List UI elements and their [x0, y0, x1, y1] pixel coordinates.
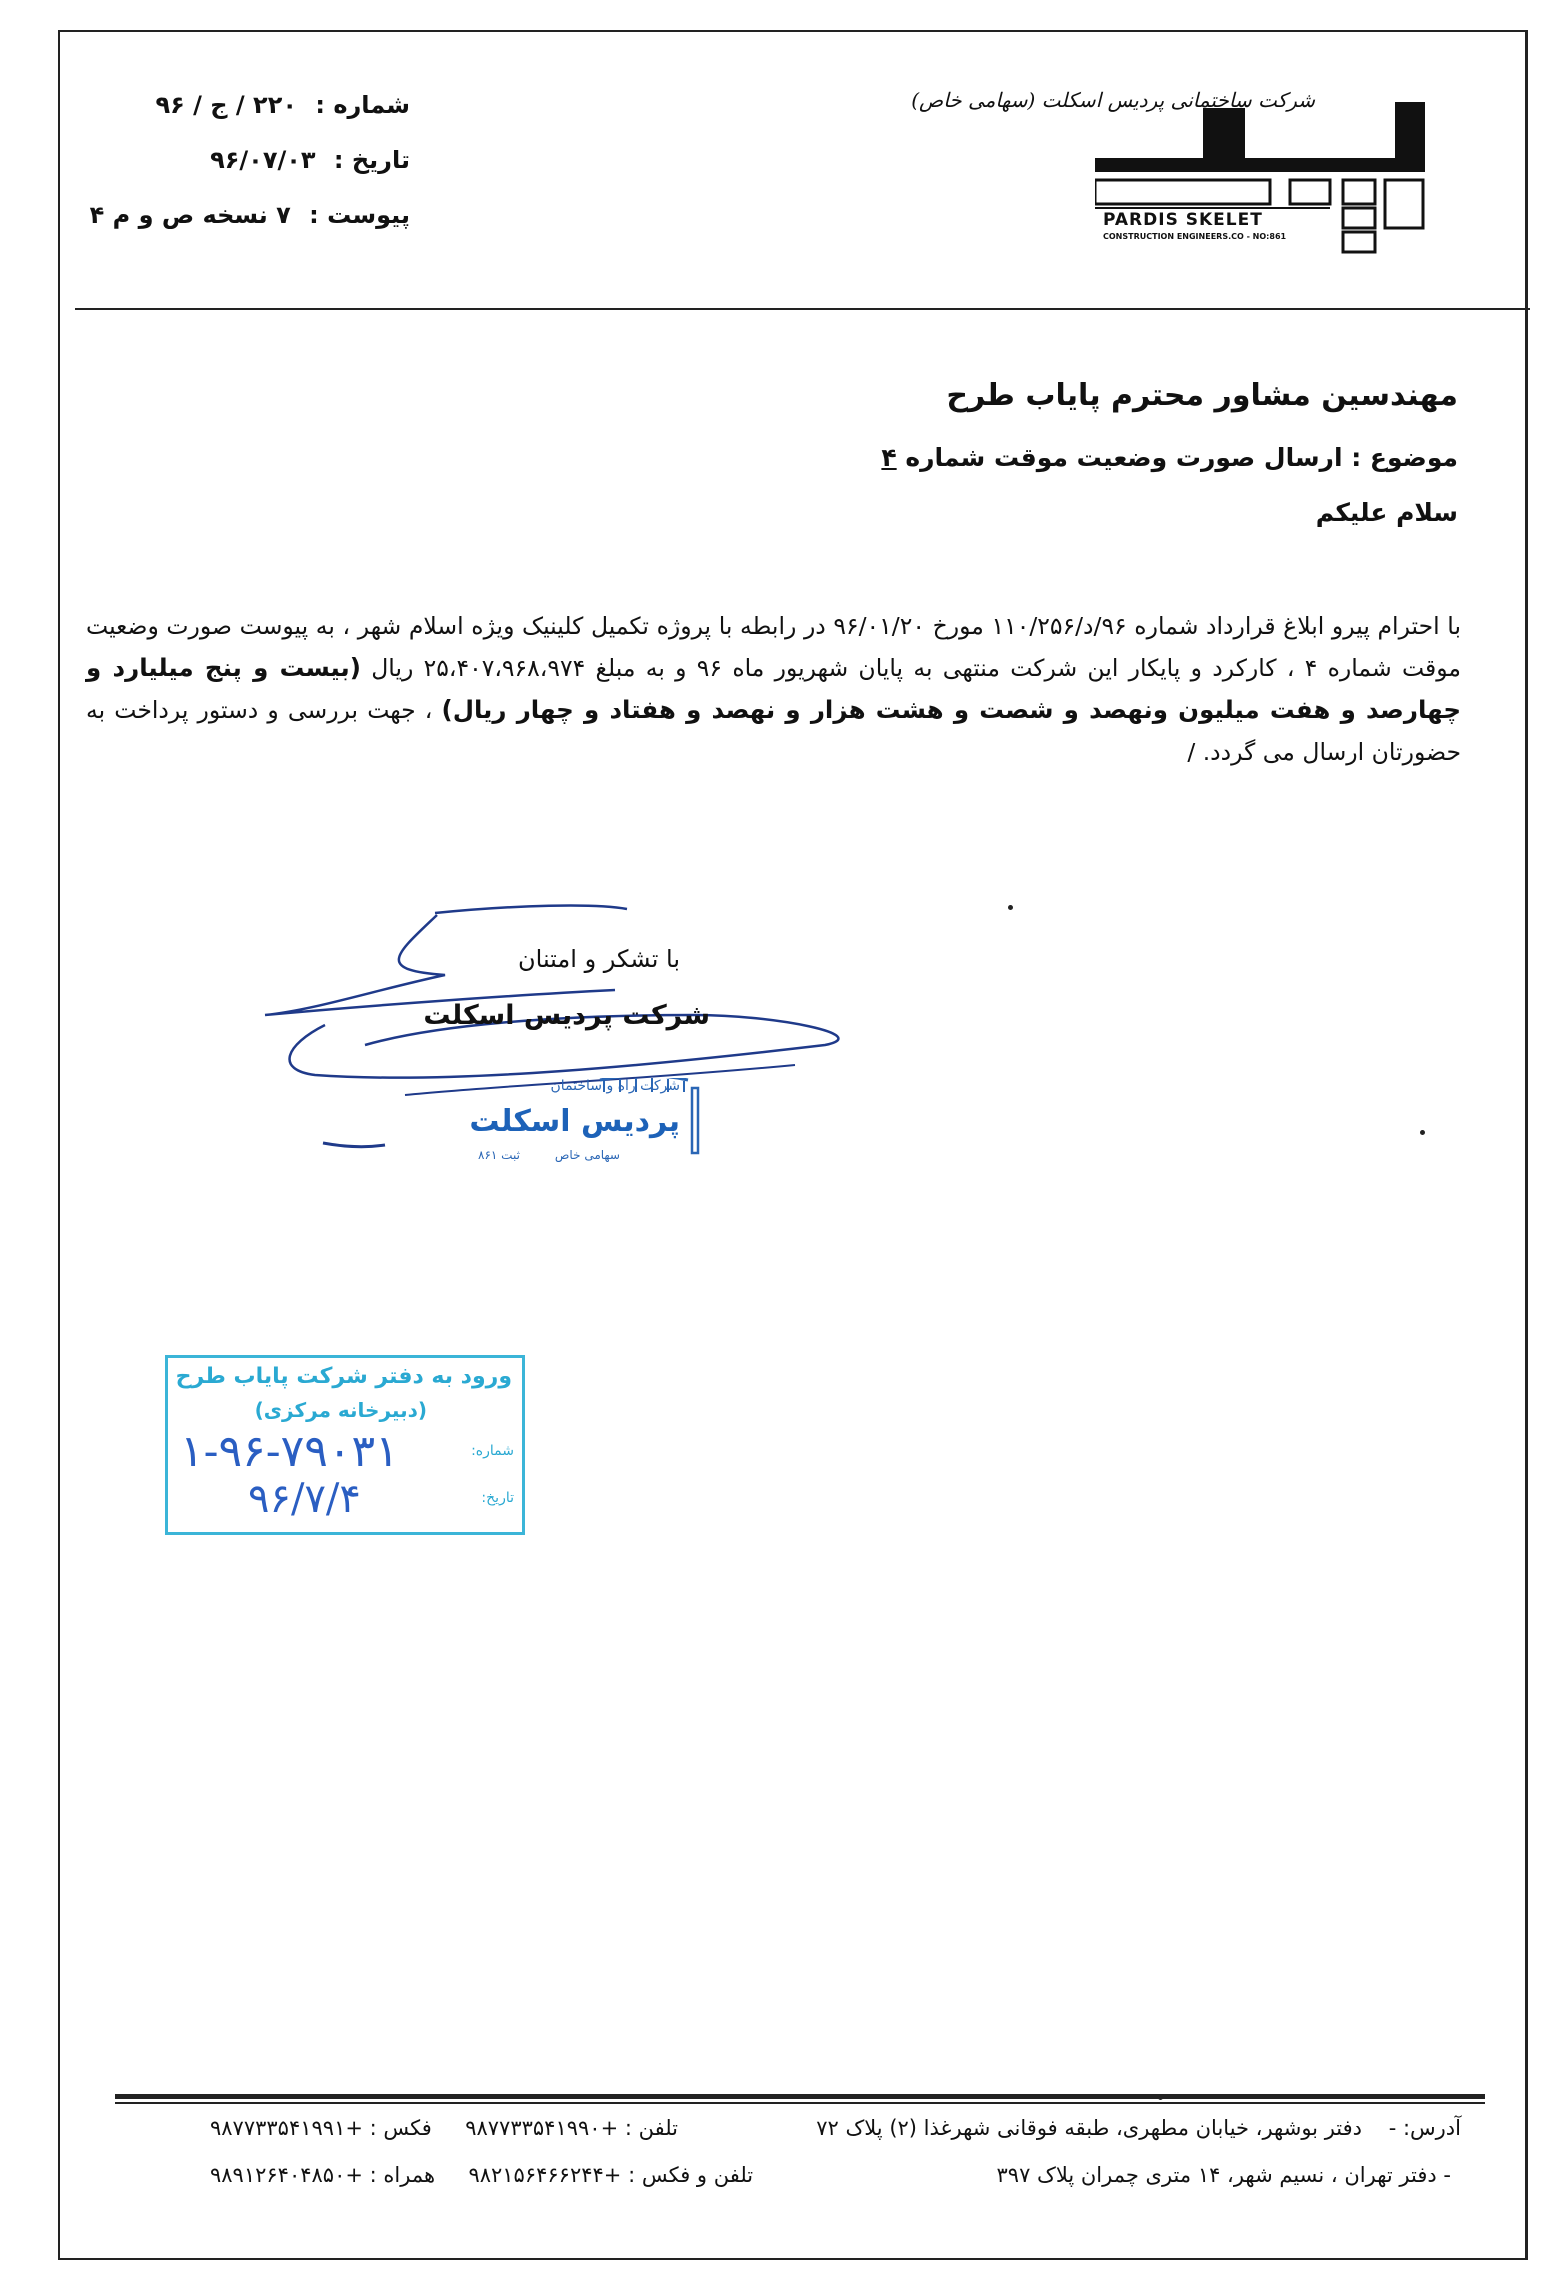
- meta-number-value: ۲۲۰ / ج / ۹۶: [155, 91, 297, 119]
- receipt-date-value: ۹۶/۷/۴: [248, 1476, 361, 1522]
- company-logo: [911, 88, 1455, 258]
- mark-dot: [1008, 905, 1013, 910]
- meta-number-label: شماره :: [315, 91, 410, 119]
- logo-company-sub: CONSTRUCTION ENGINEERS.CO - NO:861: [1103, 232, 1287, 241]
- logo-company-fa: شرکت ساختمانی پردیس اسکلت (سهامی خاص): [911, 88, 1315, 112]
- footer-office2-address: - دفتر تهران ، نسیم شهر، ۱۴ متری چمران پلاک ۳۹۷: [996, 2163, 1451, 2187]
- subject-label: موضوع :: [1351, 443, 1458, 472]
- stamp-company-registration: ثبت ۸۶۱: [478, 1148, 520, 1162]
- mark-dot: [1420, 1130, 1425, 1135]
- greeting: سلام علیکم: [1315, 498, 1458, 527]
- recipient: مهندسین مشاور محترم پایاب طرح: [946, 378, 1458, 413]
- footer-office1-fax-label: فکس :: [369, 2116, 432, 2140]
- header-divider: [75, 308, 1530, 310]
- company-stamp: [470, 1078, 710, 1178]
- meta-attachment-value: ۷ نسخه ص و م ۴: [89, 201, 291, 229]
- body-text-part2: ، جهت بررسی و دستور پرداخت به حضورتان ارسال می گردد. /: [86, 696, 1461, 766]
- receipt-number-value: ۱-۹۶-۷۹۰۳۱: [180, 1426, 399, 1477]
- footer-office1-address: دفتر بوشهر، خیابان مطهری، طبقه فوقانی شهرغذا (۲) پلاک ۷۲: [816, 2116, 1363, 2140]
- meta-attachment-label: پیوست :: [309, 201, 410, 229]
- letter-body: [86, 605, 1461, 773]
- receipt-stamp: [165, 1355, 525, 1535]
- receipt-stamp-subtitle: (دبیرخانه مرکزی): [254, 1398, 427, 1422]
- receipt-date-label: تاریخ:: [481, 1490, 514, 1506]
- footer-address-row1: [806, 2116, 1471, 2140]
- logo-company-en: PARDIS SKELET: [1103, 210, 1263, 230]
- meta-number-row: [150, 78, 410, 133]
- signing-company: شرکت پردیس اسکلت: [423, 1000, 710, 1031]
- stamp-company-type: سهامی خاص: [554, 1148, 620, 1162]
- footer-divider: [115, 2094, 1485, 2099]
- footer-office1-contacts: [210, 2116, 678, 2140]
- stamp-company-line1: شرکت راه و ساختمان: [550, 1078, 680, 1094]
- subject-number: ۴: [881, 443, 897, 472]
- letter-meta: [89, 78, 410, 243]
- meta-date-row: [150, 133, 410, 188]
- footer-office2-mobile: +۹۸۹۱۲۶۴۰۴۸۵۰: [210, 2163, 363, 2187]
- meta-date-value: ۹۶/۰۷/۰۳: [210, 146, 316, 174]
- meta-attachment-row: [89, 188, 410, 243]
- footer-office1-phone: +۹۸۷۷۳۳۵۴۱۹۹۰: [465, 2116, 619, 2140]
- footer-divider-thin: [115, 2102, 1485, 2104]
- footer-office2-contacts: [210, 2163, 753, 2187]
- body-text-part1: با احترام پیرو ابلاغ قرارداد شماره ۹۶/د/۱۱۰/۲۵۶ مورخ ۹۶/۰۱/۲۰ در رابطه با پروژه تکمیل کلینیک ویژه اسلام شهر ، به پیوست صورت وضعیت موقت شماره ۴ ، کارکرد و پایکار این شرکت منتهی به پایان شهریور ماه ۹۶ و به مبلغ ۲۵،۴۰۷،۹۶۸،۹۷۴ ریال: [86, 612, 1462, 682]
- body-amount-in-words: (بیست و پنج میلیارد و چهارصد و هفت میلیون ونهصد و شصت و هشت هزار و نهصد و هفتاد و چهار ریال): [86, 653, 1461, 724]
- footer-office1-phone-label: تلفن :: [624, 2116, 679, 2140]
- footer-office2-mobile-label: همراه :: [369, 2163, 436, 2187]
- stamp-company-name: پردیس اسکلت: [469, 1104, 680, 1139]
- footer-address-label: آدرس: -: [1388, 2116, 1461, 2140]
- footer-office1-fax: +۹۸۷۷۳۳۵۴۱۹۹۱: [210, 2116, 363, 2140]
- footer-office2-phonefax-label: تلفن و فکس :: [628, 2163, 754, 2187]
- subject-text: ارسال صورت وضعیت موقت شماره: [905, 443, 1343, 472]
- receipt-stamp-title: ورود به دفتر شرکت پایاب طرح: [175, 1364, 512, 1389]
- closing-text: با تشکر و امتنان: [518, 945, 680, 973]
- footer-address-row2: [987, 2163, 1461, 2187]
- meta-date-label: تاریخ :: [333, 146, 410, 174]
- footer-office2-phonefax: +۹۸۲۱۵۶۴۶۶۲۴۴: [468, 2163, 622, 2187]
- receipt-number-label: شماره:: [471, 1443, 514, 1459]
- subject-line: [881, 443, 1458, 472]
